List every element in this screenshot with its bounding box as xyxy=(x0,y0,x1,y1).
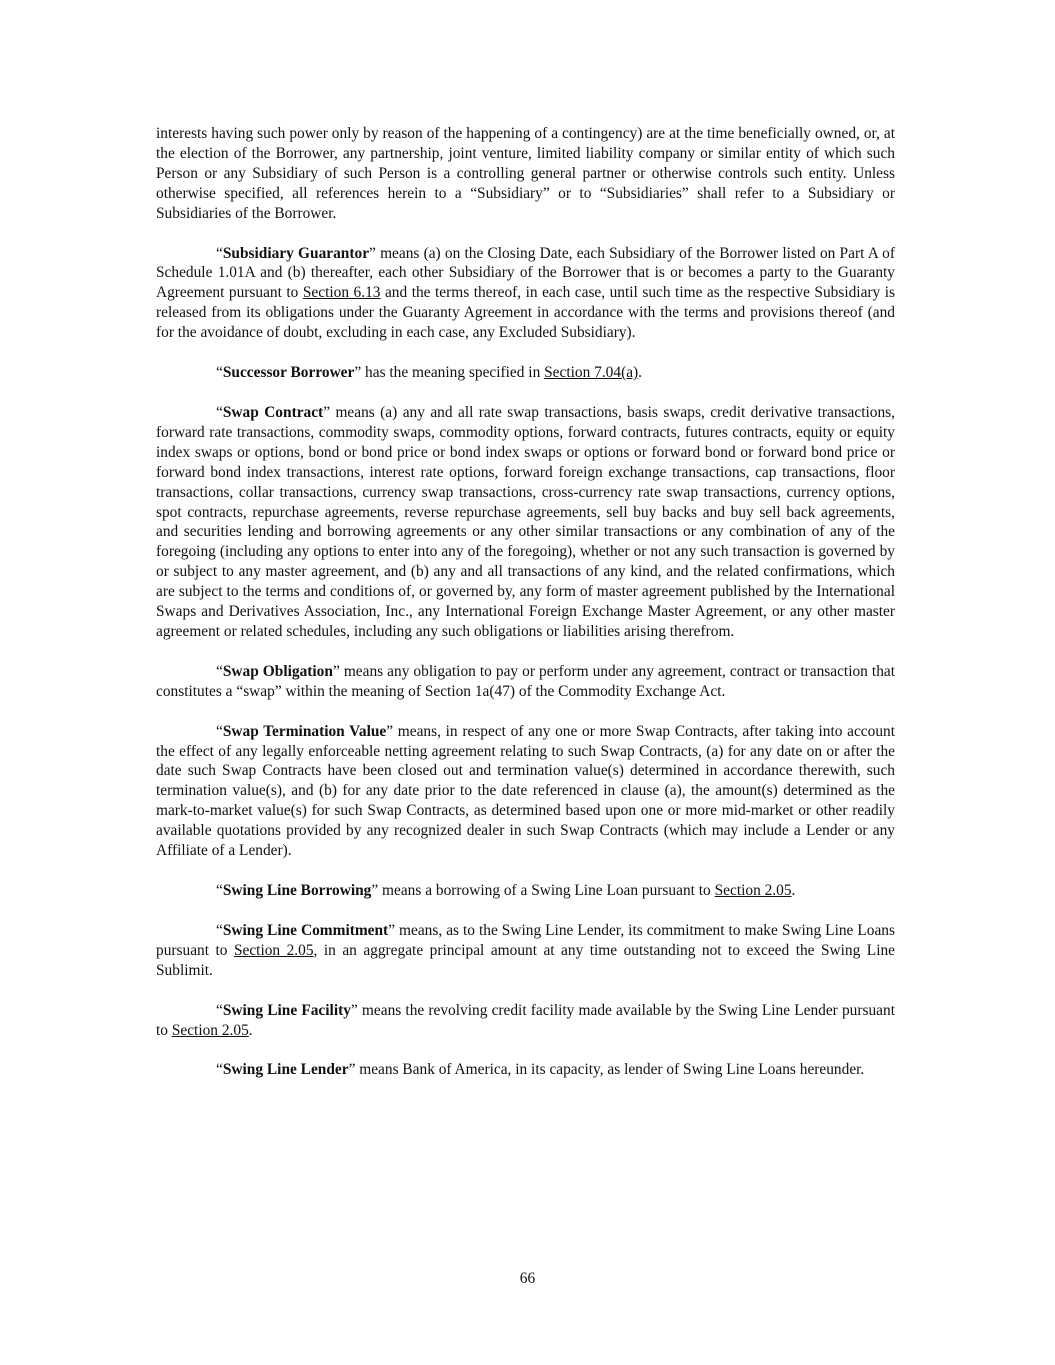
paragraph-subsidiary-continuation: interests having such power only by reason of the happening of a contingency) are at the time beneficially owned, or, at the election of the Borrower, any partnership, joint venture, limited liability company or similar entity of which such Person or any Subsidiary of such Person is a controlling general partner or otherwise controls such entity. Unless otherwise specified, all references herein to a “Subsidiary” or to “Subsidiaries” shall refer to a Subsidiary or Subsidiaries of the Borrower. xyxy=(156,125,895,222)
defined-term: Swap Contract xyxy=(222,403,324,421)
definition-text: ” means a borrowing of a Swing Line Loan pursuant to xyxy=(371,882,715,899)
definition-text-continued: . xyxy=(248,1021,253,1039)
definition-subsidiary-guarantor: “Subsidiary Guarantor” means (a) on the Closing Date, each Subsidiary of the Borrower listed on Part A of Schedule 1.01A and (b) thereafter, each other Subsidiary of the Borrower that is or becomes a party to the Guaranty Agreement pursuant to Section 6.13 and the terms thereof, in each case, until such time as the respective Subsidiary is released from its obligations under the Guaranty Agreement in accordance with the terms and provisions thereof (and for the avoidance of doubt, excluding in each case, any Excluded Subsidiary). xyxy=(156,244,896,342)
section-reference-link[interactable]: Section 6.13 xyxy=(302,284,381,302)
defined-term: Successor Borrower xyxy=(222,364,355,382)
definition-text-continued: . xyxy=(791,882,796,899)
section-reference-link[interactable]: Section 2.05 xyxy=(233,941,314,959)
definition-swing-line-lender: “Swing Line Lender” means Bank of America, in its capacity, as lender of Swing Line Loans hereunder. xyxy=(216,1061,865,1079)
definition-text: ” means, as to the Swing Line Lender, its commitment to make Swing Line Loans pursuant to xyxy=(156,921,895,959)
definition-swap-termination-value: “Swap Termination Value” means, in respect of any one or more Swap Contracts, after taking into account the effect of any legally enforceable netting agreement relating to such Swap Contracts, (a) for any date on or after the date such Swap Contracts have been closed out and termination value(s) determined in accordance therewith, such termination value(s), and (b) for any date prior to the date referenced in clause (a), the amount(s) determined as the mark-to-market value(s) for such Swap Contracts, as determined based upon one or more mid-market or other readily available quotations provided by any recognized dealer in such Swap Contracts (which may include a Lender or any Affiliate of a Lender). xyxy=(156,722,895,860)
definition-swap-obligation: “Swap Obligation” means any obligation to pay or perform under any agreement, contract or transaction that constitutes a “swap” within the meaning of Section 1a(47) of the Commodity Exchange Act. xyxy=(156,662,895,700)
definition-text-continued: and the terms thereof, in each case, until such time as the respective Subsidiary is released from its obligations under the Guaranty Agreement in accordance with the terms and provisions thereof (and for the avoidance of doubt, excluding in each case, any Excluded Subsidiary). xyxy=(156,284,896,342)
definition-text-continued: , in an aggregate principal amount at any time outstanding not to exceed the Swing Line Sublimit. xyxy=(156,941,896,979)
definition-swing-line-facility: “Swing Line Facility” means the revolving credit facility made available by the Swing Line Lender pursuant to Section 2.05. xyxy=(156,1001,895,1039)
definition-text: ” means Bank of America, in its capacity, as lender of Swing Line Loans hereunder. xyxy=(348,1061,865,1079)
definition-text: ” means (a) on the Closing Date, each Subsidiary of the Borrower listed on Part A of Schedule 1.01A and (b) thereafter, each other Subsidiary of the Borrower that is or becomes a party to the Guaranty Agreement pursuant to xyxy=(156,244,895,302)
document-page xyxy=(156,124,895,1100)
defined-term: Swing Line Commitment xyxy=(222,921,389,939)
defined-term: Swing Line Borrowing xyxy=(222,882,372,899)
definition-swing-line-commitment: “Swing Line Commitment” means, as to the Swing Line Lender, its commitment to make Swing Line Loans pursuant to Section 2.05, in an aggregate principal amount at any time outstanding not to exceed the Swing Line Sublimit. xyxy=(156,921,896,979)
defined-term: Swing Line Lender xyxy=(222,1061,349,1079)
defined-term: Swing Line Facility xyxy=(222,1001,351,1019)
definition-swap-contract: “Swap Contract” means (a) any and all rate swap transactions, basis swaps, credit derivative transactions, forward rate transactions, commodity swaps, commodity options, forward contracts, futures contracts, equity or equity index swaps or options, bond or bond price or bond index swaps or options or forward bond or forward bond price or forward bond index transactions, interest rate options, forward foreign exchange transactions, cap transactions, floor transactions, collar transactions, currency swap transactions, cross-currency rate swap transactions, currency options, spot contracts, repurchase agreements, reverse repurchase agreements, sell buy backs and buy sell back agreements, and securities lending and borrowing agreements or any other similar transactions or any combination of any of the foregoing (including any options to enter into any of the foregoing), whether or not any such transaction is governed by or subject to any master agreement, and (b) any and all transactions of any kind, and the related confirmations, which are subject to the terms and conditions of, or governed by, any form of master agreement published by the International Swaps and Derivatives Association, Inc., any International Foreign Exchange Master Agreement, or any other master agreement or related schedules, including any such obligations or liabilities arising therefrom. xyxy=(156,403,895,640)
definition-successor-borrower: “Successor Borrower” has the meaning specified in Section 7.04(a). xyxy=(216,364,643,382)
definition-text: ” means any obligation to pay or perform under any agreement, contract or transaction that constitutes a “swap” within the meaning of Section 1a(47) of the Commodity Exchange Act. xyxy=(156,662,895,700)
defined-term: Swap Termination Value xyxy=(222,722,387,740)
section-reference-link[interactable]: Section 7.04(a) xyxy=(544,364,639,382)
defined-term: Subsidiary Guarantor xyxy=(222,244,370,262)
definition-swing-line-borrowing: “Swing Line Borrowing” means a borrowing of a Swing Line Loan pursuant to Section 2.05. xyxy=(216,882,796,899)
definition-text-continued: . xyxy=(638,364,643,382)
definition-text: ” means the revolving credit facility made available by the Swing Line Lender pursuant to xyxy=(156,1001,895,1039)
definition-text: ” has the meaning specified in xyxy=(354,364,545,382)
section-reference-link[interactable]: Section 2.05 xyxy=(171,1021,249,1039)
definition-text: ” means, in respect of any one or more Swap Contracts, after taking into account the effect of any legally enforceable netting agreement relating to such Swap Contracts, (a) for any date on or after the date such Swap Contracts have been closed out and termination value(s) determined in accordance therewith, such termination value(s), and (b) for any date prior to the date referenced in clause (a), the amount(s) determined as the mark-to-market value(s) for such Swap Contracts, as determined based upon one or more mid-market or other readily available quotations provided by any recognized dealer in such Swap Contracts (which may include a Lender or any Affiliate of a Lender). xyxy=(156,722,895,860)
defined-term: Swap Obligation xyxy=(222,662,333,680)
page-number: 66 xyxy=(519,1270,536,1287)
definition-text: ” means (a) any and all rate swap transactions, basis swaps, credit derivative transactions, forward rate transactions, commodity swaps, commodity options, forward contracts, futures contracts, equity or equity index swaps or options, bond or bond price or bond index swaps or options or forward bond or forward bond price or forward bond index transactions, interest rate options, forward foreign exchange transactions, cap transactions, floor transactions, collar transactions, currency swap transactions, cross-currency rate swap transactions, currency options, spot contracts, repurchase agreements, reverse repurchase agreements, sell buy backs and buy sell back agreements, and securities lending and borrowing agreements or any other similar transactions or any combination of any of the foregoing (including any options to enter into any of the foregoing), whether or not any such transaction is governed by or subject to any master agreement, and (b) any and all transactions of any kind, and the related confirmations, which are subject to the terms and conditions of, or governed by, any form of master agreement published by the International Swaps and Derivatives Association, Inc., any International Foreign Exchange Master Agreement, or any other master agreement or related schedules, including any such obligations or liabilities arising therefrom. xyxy=(156,403,895,640)
section-reference-link[interactable]: Section 2.05 xyxy=(714,882,792,899)
